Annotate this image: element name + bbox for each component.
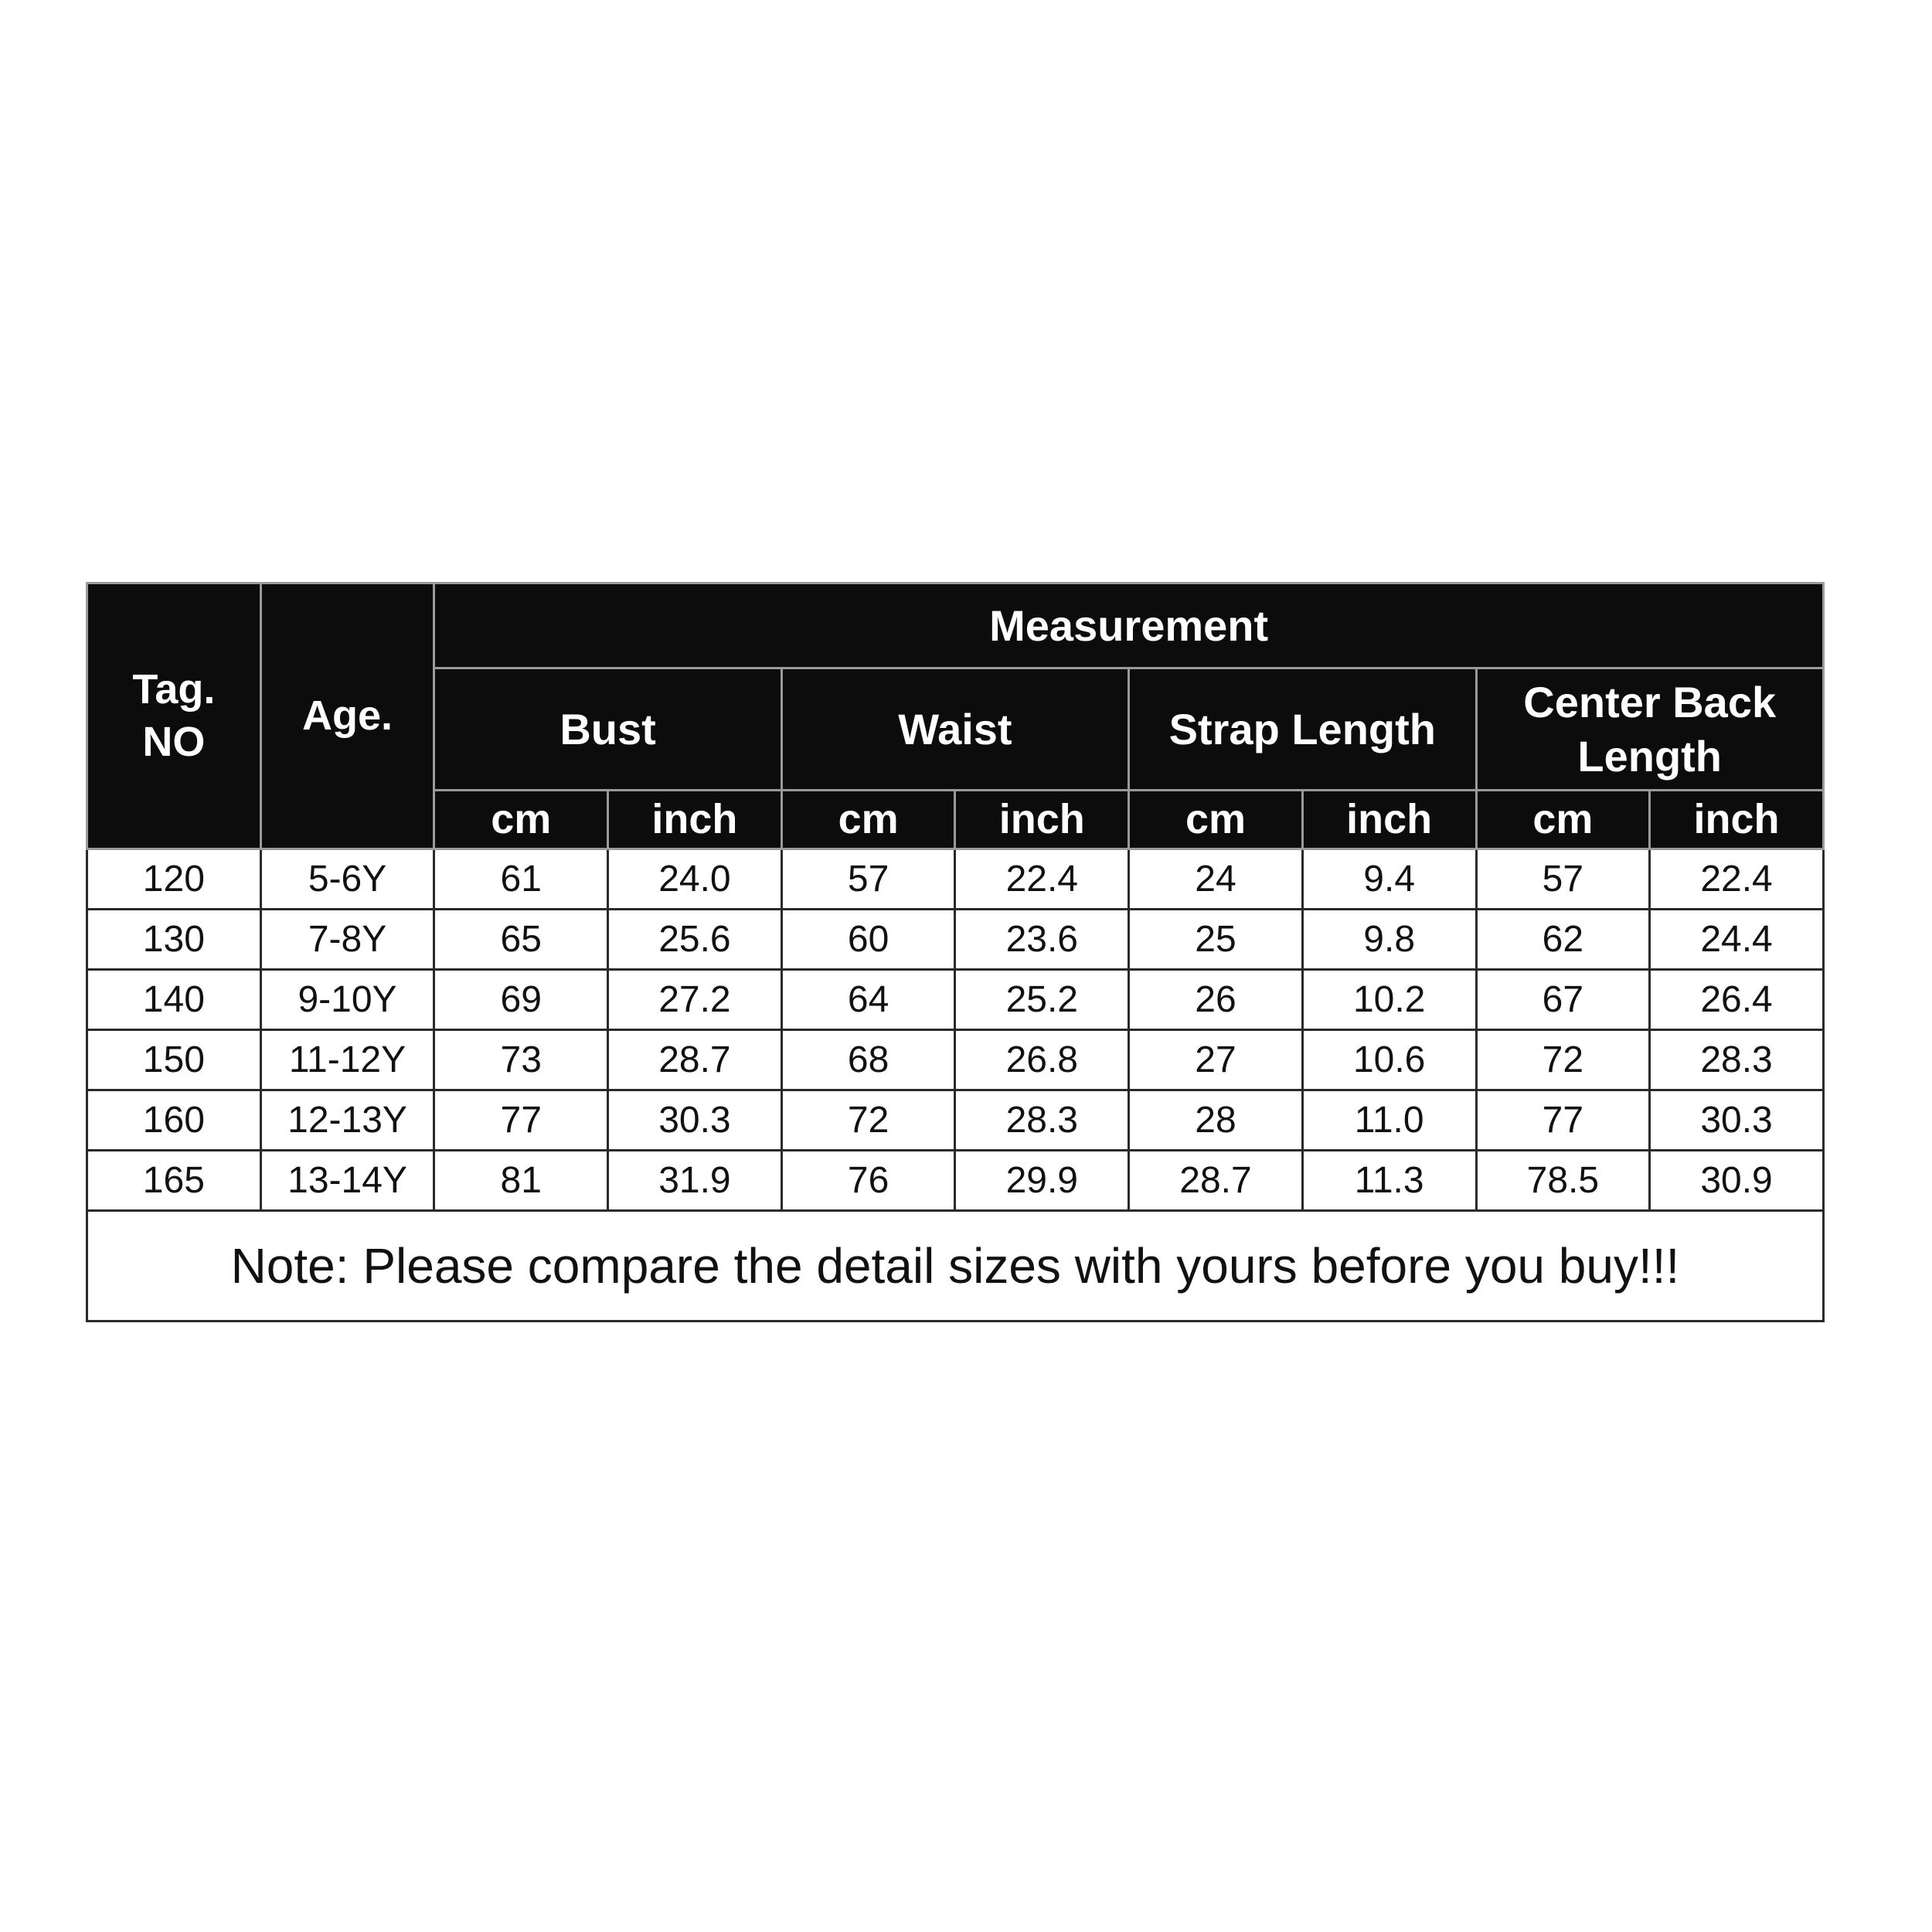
tag-no-header xyxy=(87,583,261,849)
strap-length-header: Strap Length xyxy=(1129,668,1476,791)
table-row xyxy=(87,1030,1824,1090)
cell-waist-inch: 26.8 xyxy=(955,1030,1129,1090)
tag-no-header-line1: Tag. xyxy=(132,666,216,713)
unit-header-waist-inch: inch xyxy=(955,791,1129,849)
cell-waist-cm: 60 xyxy=(781,910,955,970)
unit-header-strap-cm: cm xyxy=(1129,791,1303,849)
center-back-length-header-line1: Center Back xyxy=(1523,677,1777,726)
cell-waist-cm: 72 xyxy=(781,1090,955,1151)
unit-header-waist-cm: cm xyxy=(781,791,955,849)
cell-cbl-cm: 77 xyxy=(1476,1090,1650,1151)
table-row xyxy=(87,910,1824,970)
cell-strap-cm: 25 xyxy=(1129,910,1303,970)
cell-tag-no: 120 xyxy=(87,849,261,910)
cell-waist-inch: 29.9 xyxy=(955,1151,1129,1211)
table-row xyxy=(87,1090,1824,1151)
cell-age: 7-8Y xyxy=(260,910,434,970)
cell-tag-no: 150 xyxy=(87,1030,261,1090)
cell-bust-cm: 61 xyxy=(434,849,608,910)
cell-bust-inch: 27.2 xyxy=(608,970,782,1030)
cell-age: 12-13Y xyxy=(260,1090,434,1151)
cell-strap-cm: 28.7 xyxy=(1129,1151,1303,1211)
cell-age: 5-6Y xyxy=(260,849,434,910)
cell-cbl-cm: 62 xyxy=(1476,910,1650,970)
cell-bust-inch: 30.3 xyxy=(608,1090,782,1151)
cell-cbl-inch: 26.4 xyxy=(1650,970,1824,1030)
age-header: Age. xyxy=(260,583,434,849)
cell-bust-inch: 24.0 xyxy=(608,849,782,910)
tag-no-header-line2: NO xyxy=(142,718,206,765)
cell-waist-inch: 23.6 xyxy=(955,910,1129,970)
table-row xyxy=(87,849,1824,910)
cell-waist-cm: 76 xyxy=(781,1151,955,1211)
table-row xyxy=(87,970,1824,1030)
cell-age: 13-14Y xyxy=(260,1151,434,1211)
cell-cbl-cm: 67 xyxy=(1476,970,1650,1030)
cell-strap-inch: 9.8 xyxy=(1302,910,1476,970)
cell-cbl-inch: 28.3 xyxy=(1650,1030,1824,1090)
cell-strap-cm: 26 xyxy=(1129,970,1303,1030)
cell-cbl-cm: 57 xyxy=(1476,849,1650,910)
cell-strap-inch: 11.3 xyxy=(1302,1151,1476,1211)
cell-bust-cm: 77 xyxy=(434,1090,608,1151)
cell-bust-inch: 28.7 xyxy=(608,1030,782,1090)
cell-bust-inch: 31.9 xyxy=(608,1151,782,1211)
cell-waist-inch: 25.2 xyxy=(955,970,1129,1030)
cell-age: 9-10Y xyxy=(260,970,434,1030)
cell-waist-cm: 64 xyxy=(781,970,955,1030)
cell-tag-no: 140 xyxy=(87,970,261,1030)
cell-strap-cm: 28 xyxy=(1129,1090,1303,1151)
cell-cbl-inch: 22.4 xyxy=(1650,849,1824,910)
cell-strap-inch: 9.4 xyxy=(1302,849,1476,910)
bust-header: Bust xyxy=(434,668,781,791)
table-header xyxy=(87,583,1824,849)
unit-header-bust-cm: cm xyxy=(434,791,608,849)
cell-strap-inch: 10.6 xyxy=(1302,1030,1476,1090)
unit-header-cbl-cm: cm xyxy=(1476,791,1650,849)
measurement-header: Measurement xyxy=(434,583,1824,668)
cell-cbl-inch: 30.3 xyxy=(1650,1090,1824,1151)
table-body xyxy=(87,849,1824,1321)
cell-waist-cm: 57 xyxy=(781,849,955,910)
unit-header-bust-inch: inch xyxy=(608,791,782,849)
size-chart-table xyxy=(86,582,1825,1322)
cell-age: 11-12Y xyxy=(260,1030,434,1090)
cell-cbl-inch: 24.4 xyxy=(1650,910,1824,970)
unit-header-strap-inch: inch xyxy=(1302,791,1476,849)
center-back-length-header-line2: Length xyxy=(1577,731,1723,781)
note-text: Note: Please compare the detail sizes with yours before you buy!!! xyxy=(87,1211,1824,1321)
cell-strap-cm: 24 xyxy=(1129,849,1303,910)
cell-waist-inch: 22.4 xyxy=(955,849,1129,910)
cell-bust-cm: 81 xyxy=(434,1151,608,1211)
cell-strap-cm: 27 xyxy=(1129,1030,1303,1090)
cell-tag-no: 130 xyxy=(87,910,261,970)
unit-header-cbl-inch: inch xyxy=(1650,791,1824,849)
cell-waist-cm: 68 xyxy=(781,1030,955,1090)
cell-tag-no: 160 xyxy=(87,1090,261,1151)
cell-cbl-cm: 72 xyxy=(1476,1030,1650,1090)
cell-bust-inch: 25.6 xyxy=(608,910,782,970)
cell-waist-inch: 28.3 xyxy=(955,1090,1129,1151)
note-row xyxy=(87,1211,1824,1321)
cell-bust-cm: 65 xyxy=(434,910,608,970)
waist-header: Waist xyxy=(781,668,1128,791)
cell-cbl-inch: 30.9 xyxy=(1650,1151,1824,1211)
cell-bust-cm: 73 xyxy=(434,1030,608,1090)
cell-strap-inch: 11.0 xyxy=(1302,1090,1476,1151)
cell-bust-cm: 69 xyxy=(434,970,608,1030)
table-row xyxy=(87,1151,1824,1211)
cell-strap-inch: 10.2 xyxy=(1302,970,1476,1030)
cell-cbl-cm: 78.5 xyxy=(1476,1151,1650,1211)
center-back-length-header xyxy=(1476,668,1823,791)
cell-tag-no: 165 xyxy=(87,1151,261,1211)
